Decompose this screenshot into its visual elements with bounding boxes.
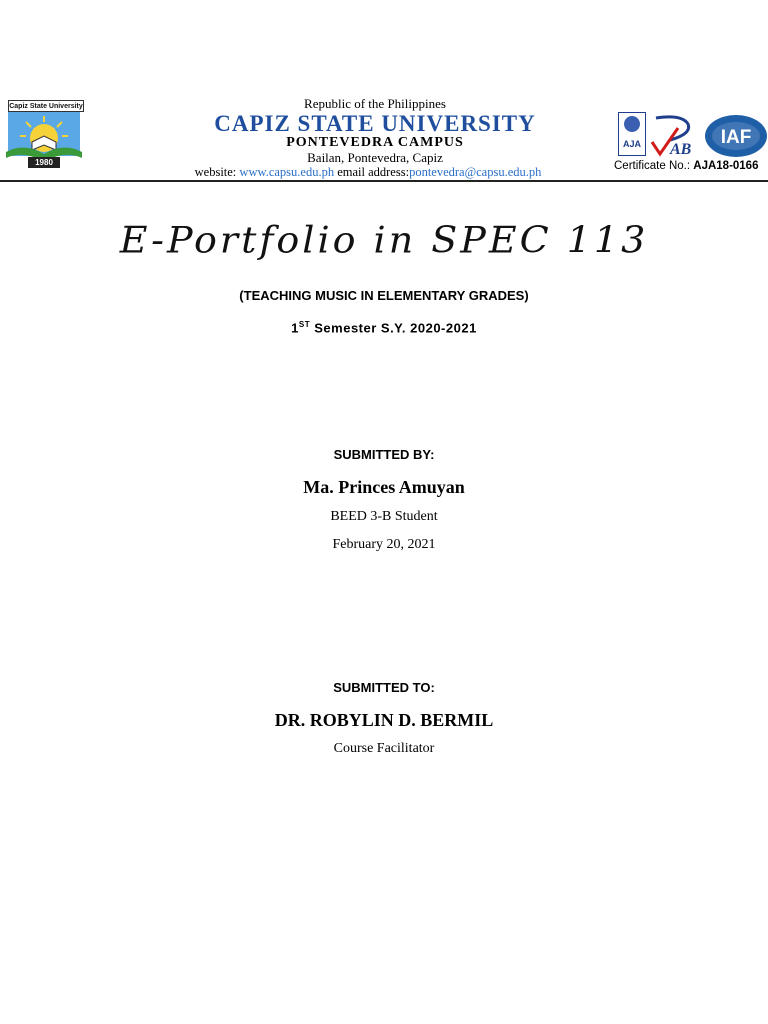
email-link[interactable]: pontevedra@capsu.edu.ph <box>409 165 542 179</box>
aja-logo-icon <box>618 112 646 156</box>
certificate-value: AJA18-0166 <box>693 160 759 172</box>
semester-text: Semester S.Y. 2020-2021 <box>310 320 477 336</box>
submitted-by-label: SUBMITTED BY: <box>333 447 435 462</box>
course-subtitle: (TEACHING MUSIC IN ELEMENTARY GRADES) <box>239 288 529 303</box>
university-name: CAPIZ STATE UNIVERSITY <box>214 111 536 136</box>
republic-line: Republic of the Philippines <box>304 96 446 111</box>
student-role: BEED 3-B Student <box>330 509 438 524</box>
facilitator-name: DR. ROBYLIN D. BERMIL <box>274 710 494 730</box>
submitted-to-label: SUBMITTED TO: <box>333 680 435 695</box>
semester-superscript: ST <box>298 320 311 329</box>
jab-logo-icon <box>648 114 698 158</box>
university-seal-logo <box>4 100 84 170</box>
iaf-label: IAF <box>720 127 752 148</box>
certificate-label: Certificate No.: <box>614 160 691 172</box>
seal-banner: Capiz State University <box>8 100 84 112</box>
letterhead <box>0 0 768 185</box>
student-name: Ma. Princes Amuyan <box>303 477 465 497</box>
portfolio-title: E-Portfolio in SPEC 113 <box>119 219 649 261</box>
aja-label: AJA <box>622 139 641 149</box>
jab-label: AB <box>670 141 692 158</box>
header-divider <box>0 180 768 182</box>
campus-address: Bailan, Pontevedra, Capiz <box>307 150 443 165</box>
seal-year: 1980 <box>28 157 60 168</box>
certification-logos <box>614 112 768 162</box>
iaf-logo-icon <box>704 114 768 158</box>
letterhead-text <box>140 96 610 180</box>
semester-line <box>0 320 768 335</box>
facilitator-role: Course Facilitator <box>333 741 435 756</box>
submission-date: February 20, 2021 <box>332 537 436 552</box>
campus-name: PONTEVEDRA CAMPUS <box>286 135 464 150</box>
website-link[interactable]: www.capsu.edu.ph <box>239 165 335 179</box>
contact-line <box>126 165 610 180</box>
website-label: website: <box>194 165 237 179</box>
certificate-number <box>614 160 758 172</box>
email-label: email address: <box>337 165 410 179</box>
semester-number: 1 <box>291 320 299 336</box>
